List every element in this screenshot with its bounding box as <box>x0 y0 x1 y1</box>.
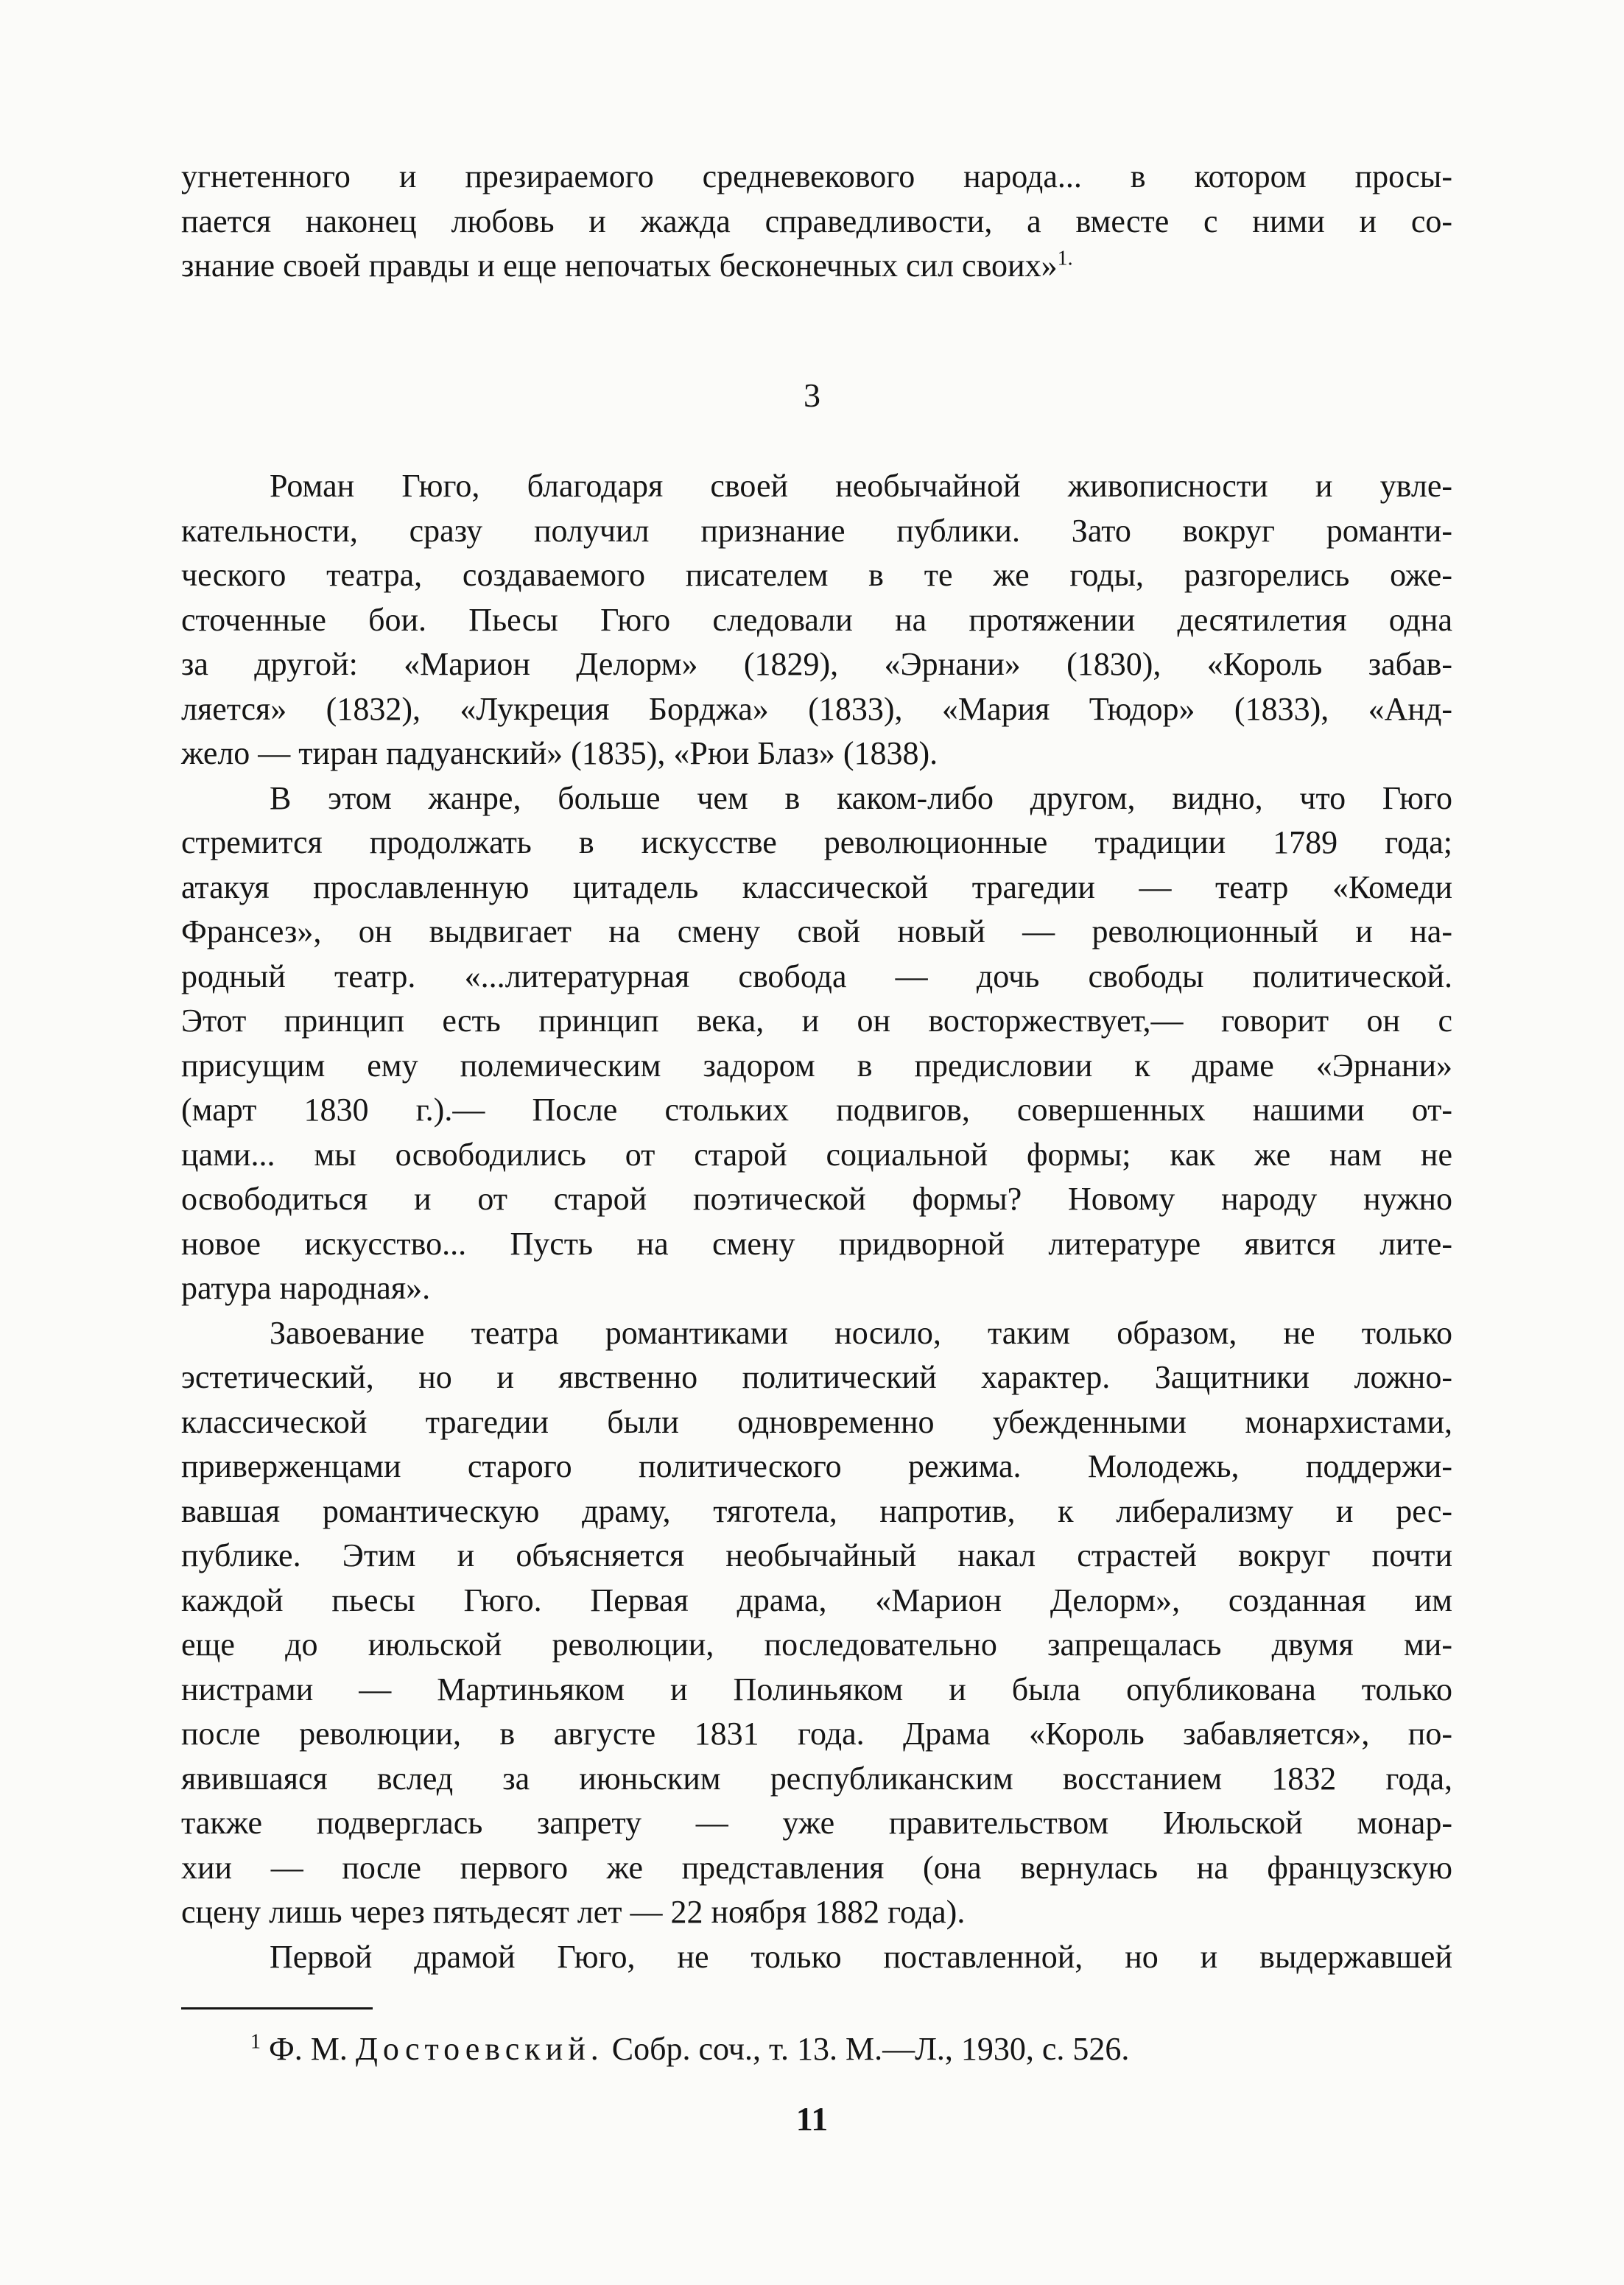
text-line: еще до июльской революции, последовательно запрещалась двумя ми- <box>181 1626 1452 1663</box>
text-line: публике. Этим и объясняется необычайный накал страстей вокруг почти <box>181 1537 1452 1573</box>
text-line: вавшая романтическую драму, тяготела, напротив, к либерализму и рес- <box>181 1492 1452 1529</box>
footnote <box>250 2027 1129 2071</box>
main-text <box>181 464 1452 1979</box>
text-line: нистрами — Мартиньяком и Полиньяком и была опубликована только <box>181 1671 1452 1707</box>
footnote-divider <box>181 2007 373 2010</box>
paragraph-4 <box>181 1935 1452 1980</box>
text-line: ратура народная». <box>181 1270 431 1306</box>
text-line: В этом жанре, больше чем в каком-либо другом, видно, что Гюго <box>270 779 1452 816</box>
text-line: Завоевание театра романтиками носило, таким образом, не только <box>270 1314 1452 1351</box>
text-line: ляется» (1832), «Лукреция Борджа» (1833), «Мария Тюдор» (1833), «Анд- <box>181 690 1452 727</box>
text-line: Этот принцип есть принцип века, и он восторжествует,— говорит он с <box>181 1003 1452 1039</box>
text-line: эстетический, но и явственно политический характер. Защитники ложно- <box>181 1359 1452 1395</box>
text-line: хии — после первого же представления (она вернулась на французскую <box>181 1849 1452 1886</box>
text-line: ческого театра, создаваемого писателем в те же годы, разгорелись оже- <box>181 557 1452 593</box>
text-line: стремится продолжать в искусстве революционные традиции 1789 года; <box>181 824 1452 860</box>
text-line: Первой драмой Гюго, не только поставленной, но и выдержавшей <box>270 1938 1452 1975</box>
text-line: каждой пьесы Гюго. Первая драма, «Марион Делорм», созданная им <box>181 1582 1452 1618</box>
paragraph-3 <box>181 1311 1452 1935</box>
text-line: пается наконец любовь и жажда справедливости, а вместе с ними и со- <box>181 203 1452 239</box>
text-line: цами... мы освободились от старой социальной формы; как же нам не <box>181 1136 1452 1173</box>
continued-paragraph <box>181 155 1452 289</box>
footnote-reference: 1. <box>1057 247 1073 270</box>
text-line: приверженцами старого политического режима. Молодежь, поддержи- <box>181 1448 1452 1484</box>
text-line-last <box>181 244 1452 289</box>
text-line: классической трагедии были одновременно убежденными монархистами, <box>181 1403 1452 1440</box>
text-line: жело — тиран падуанский» (1835), «Рюи Блаз» (1838). <box>181 735 938 771</box>
text-line: освободиться и от старой поэтической формы? Новому народу нужно <box>181 1181 1452 1217</box>
text-line: родный театр. «...литературная свобода — дочь свободы политической. <box>181 958 1452 994</box>
paragraph-2 <box>181 776 1452 1311</box>
footnote-mark: 1 <box>250 2030 261 2054</box>
footnote-initials: Ф. М. <box>269 2031 348 2067</box>
text-line: за другой: «Марион Делорм» (1829), «Эрнани» (1830), «Король забав- <box>181 646 1452 682</box>
footnote-citation: Собр. соч., т. 13. М.—Л., 1930, с. 526. <box>611 2031 1130 2067</box>
text-line: Франсез», он выдвигает на смену свой новый — революционный и на- <box>181 913 1452 950</box>
text-line: сцену лишь через пятьдесят лет — 22 ноября 1882 года). <box>181 1894 966 1930</box>
text-line: угнетенного и презираемого средневекового народа... в котором просы- <box>181 158 1452 194</box>
page-number: 11 <box>795 2100 829 2138</box>
text-line-content: знание своей правды и еще непочатых бесконечных сил своих» <box>181 248 1058 284</box>
text-line: сточенные бои. Пьесы Гюго следовали на протяжении десятилетия одна <box>181 601 1452 638</box>
text-line: присущим ему полемическим задором в предисловии к драме «Эрнани» <box>181 1047 1452 1084</box>
text-line: (март 1830 г.).— После стольких подвигов, совершенных нашими от- <box>181 1092 1452 1128</box>
footnote-author: Достоевский. <box>355 2031 604 2067</box>
text-line: также подверглась запрету — уже правительством Июльской монар- <box>181 1805 1452 1841</box>
text-line: Роман Гюго, благодаря своей необычайной живописности и увле- <box>270 468 1452 504</box>
section-number: 3 <box>804 376 820 414</box>
text-line: кательности, сразу получил признание публики. Зато вокруг романти- <box>181 512 1452 549</box>
text-line: явившаяся вслед за июньским республиканским восстанием 1832 года, <box>181 1760 1452 1797</box>
paragraph-1 <box>181 464 1452 776</box>
text-line: атакуя прославленную цитадель классической трагедии — театр «Комеди <box>181 868 1452 905</box>
text-line: новое искусство... Пусть на смену придворной литературе явится лите- <box>181 1225 1452 1262</box>
text-line: после революции, в августе 1831 года. Драма «Король забавляется», по- <box>181 1716 1452 1752</box>
